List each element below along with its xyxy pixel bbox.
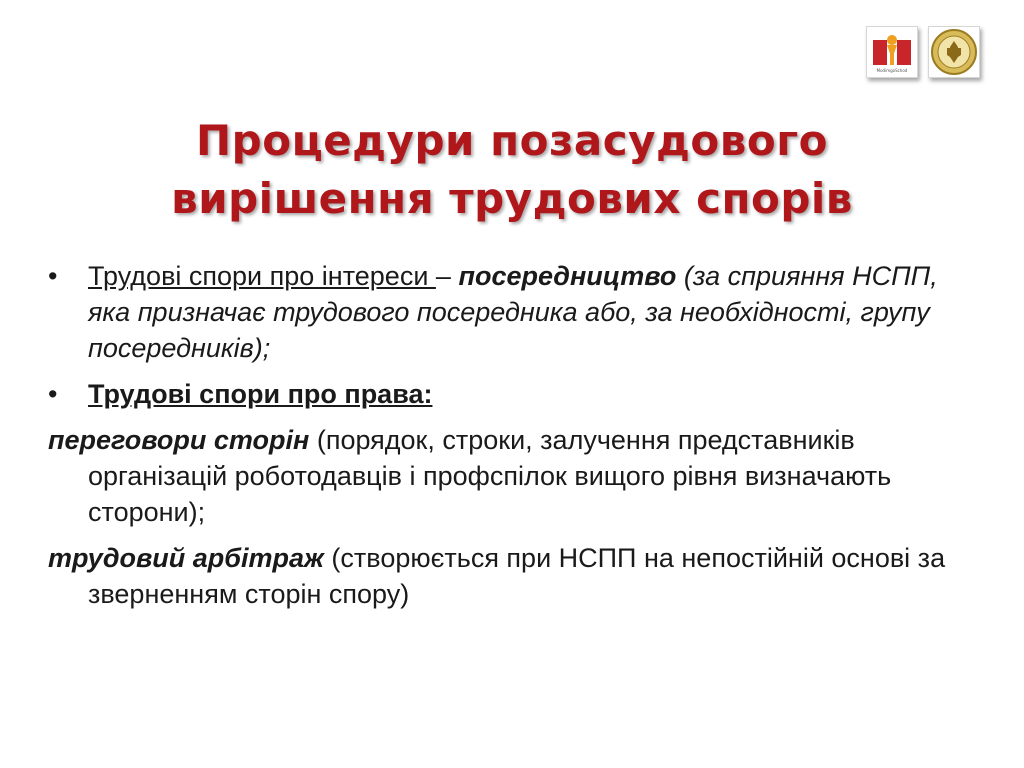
arbitration-term: трудовий арбітраж [48,543,324,573]
rights-disputes-term: Трудові спори про права: [88,379,433,409]
title-line-1: Процедури позасудового [196,116,828,165]
title-line-2: вирішення трудових спорів [171,174,853,223]
university-logo [866,26,918,78]
arbitration-paragraph [48,540,978,612]
negotiations-term: переговори сторін [48,425,310,455]
bullet-rights-disputes [48,376,978,412]
bullet-dot: • [48,379,58,409]
interest-disputes-term: Трудові спори про інтереси [88,261,436,291]
slide-body [48,258,978,622]
page-title [40,112,984,228]
seal-icon [929,27,979,77]
logo-bar [866,26,980,78]
bullet-interest-disputes [48,258,978,366]
dash: – [435,261,451,291]
arbitration-description: (створюється при НСПП на непостійній основі за зверненням сторін спору) [88,543,946,609]
mediation-description: (за сприяння НСПП, яка призначає трудового посередника або, за необхідності, групу посередників); [88,261,938,363]
bullet-dot: • [48,261,58,291]
mediation-term: посередництво [458,261,677,291]
coat-of-arms-seal [928,26,980,78]
negotiations-description: (порядок, строки, залучення представників організацій роботодавців і профспілок вищого рівня визначають сторони); [88,425,892,527]
logo-caption: ModimgoSchod [876,68,908,73]
negotiations-paragraph [48,422,978,530]
